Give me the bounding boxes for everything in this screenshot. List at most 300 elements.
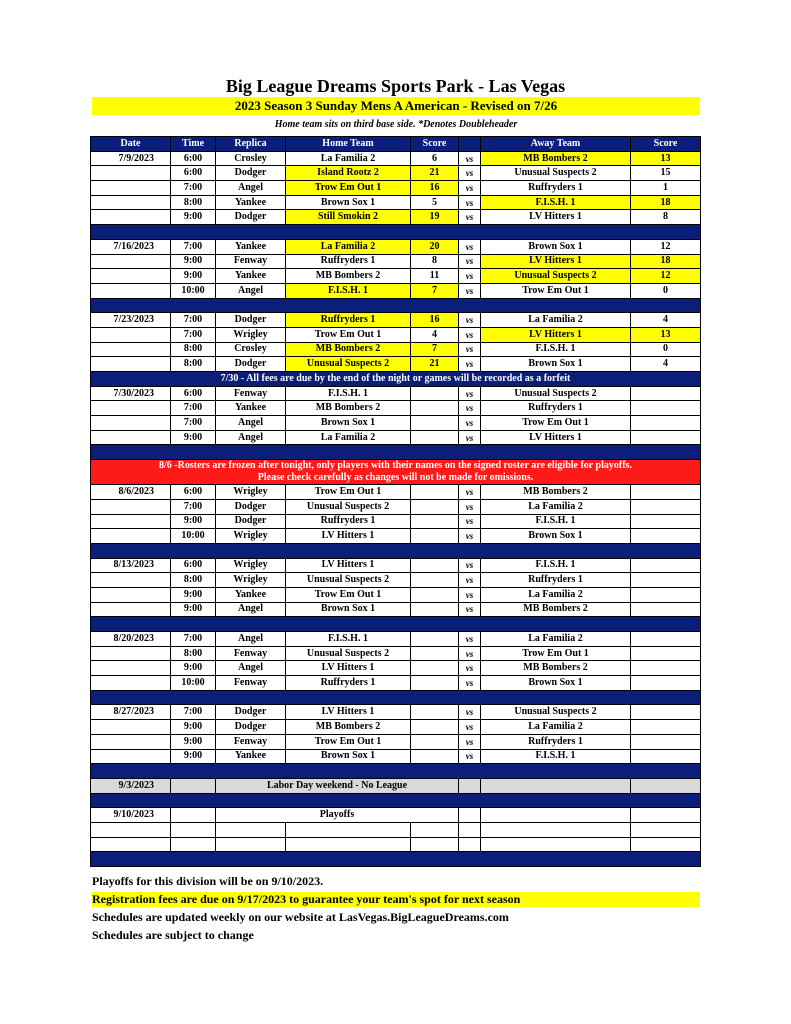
home-team: Brown Sox 1 (286, 195, 411, 210)
game-row (91, 720, 701, 735)
column-header-vs (459, 137, 481, 152)
week-separator-row (91, 543, 701, 558)
game-time: 7:00 (171, 499, 216, 514)
game-field: Angel (216, 181, 286, 196)
vs-label: vs (459, 283, 481, 298)
game-row (91, 587, 701, 602)
home-team: La Familia 2 (286, 430, 411, 445)
home-score: 21 (411, 357, 459, 372)
home-score: 11 (411, 269, 459, 284)
game-row (91, 269, 701, 284)
game-date (91, 166, 171, 181)
game-time: 10:00 (171, 676, 216, 691)
away-score (631, 558, 701, 573)
vs-label: vs (459, 416, 481, 431)
away-score: 18 (631, 195, 701, 210)
game-field: Wrigley (216, 529, 286, 544)
home-score: 4 (411, 327, 459, 342)
away-team: F.I.S.H. 1 (481, 342, 631, 357)
game-field: Yankee (216, 239, 286, 254)
schedule-body (91, 151, 701, 866)
vs-label: vs (459, 166, 481, 181)
away-team: LV Hitters 1 (481, 210, 631, 225)
game-field: Wrigley (216, 558, 286, 573)
game-field: Crosley (216, 342, 286, 357)
home-team: Still Smokin 2 (286, 210, 411, 225)
game-row (91, 676, 701, 691)
away-team: Brown Sox 1 (481, 529, 631, 544)
home-team: Ruffryders 1 (286, 313, 411, 328)
home-score (411, 514, 459, 529)
away-team: La Familia 2 (481, 632, 631, 647)
game-field: Angel (216, 283, 286, 298)
game-row (91, 514, 701, 529)
away-score (631, 734, 701, 749)
separator-cell (91, 445, 701, 460)
vs-label: vs (459, 646, 481, 661)
separator-cell (91, 852, 701, 867)
schedule-table (90, 136, 701, 867)
game-row (91, 239, 701, 254)
subject-to-change-note: Schedules are subject to change (92, 928, 254, 942)
game-row (91, 416, 701, 431)
game-date (91, 646, 171, 661)
home-team: Trow Em Out 1 (286, 485, 411, 500)
game-date: 8/20/2023 (91, 632, 171, 647)
empty-cell (481, 822, 631, 837)
home-score (411, 386, 459, 401)
vs-label: vs (459, 430, 481, 445)
away-score (631, 430, 701, 445)
away-score (631, 646, 701, 661)
away-team: Ruffryders 1 (481, 573, 631, 588)
away-score: 1 (631, 181, 701, 196)
home-team: Brown Sox 1 (286, 749, 411, 764)
home-score (411, 558, 459, 573)
vs-label: vs (459, 151, 481, 166)
home-team: La Familia 2 (286, 239, 411, 254)
empty-cell (171, 778, 216, 793)
home-team: Unusual Suspects 2 (286, 646, 411, 661)
column-header-home-score: Score (411, 137, 459, 152)
home-team: Unusual Suspects 2 (286, 573, 411, 588)
game-field: Yankee (216, 749, 286, 764)
game-row (91, 210, 701, 225)
game-field: Fenway (216, 676, 286, 691)
home-score (411, 573, 459, 588)
roster-notice (91, 460, 701, 485)
away-score (631, 573, 701, 588)
game-time: 7:00 (171, 327, 216, 342)
game-time: 7:00 (171, 416, 216, 431)
home-score (411, 749, 459, 764)
game-date (91, 269, 171, 284)
game-row (91, 151, 701, 166)
game-time: 6:00 (171, 485, 216, 500)
separator-cell (91, 225, 701, 240)
away-team: F.I.S.H. 1 (481, 749, 631, 764)
home-score (411, 632, 459, 647)
vs-label: vs (459, 485, 481, 500)
game-date (91, 342, 171, 357)
home-team: Ruffryders 1 (286, 254, 411, 269)
empty-cell (459, 778, 481, 793)
game-date: 7/9/2023 (91, 151, 171, 166)
game-field: Fenway (216, 386, 286, 401)
home-score (411, 430, 459, 445)
game-row (91, 529, 701, 544)
vs-label: vs (459, 734, 481, 749)
blank-row (91, 822, 701, 837)
vs-label: vs (459, 254, 481, 269)
game-field: Dodger (216, 357, 286, 372)
game-date (91, 357, 171, 372)
table-header-row (91, 137, 701, 152)
roster-notice-row (91, 460, 701, 485)
home-score: 19 (411, 210, 459, 225)
away-team: Ruffryders 1 (481, 181, 631, 196)
game-date (91, 587, 171, 602)
game-row (91, 705, 701, 720)
separator-cell (91, 793, 701, 808)
away-score (631, 416, 701, 431)
roster-notice-line1: 8/6 -Rosters are frozen after tonight, only players with their names on the signed roster are eligible for playoffs. (159, 460, 632, 472)
game-time: 9:00 (171, 749, 216, 764)
away-team: LV Hitters 1 (481, 254, 631, 269)
game-time: 9:00 (171, 734, 216, 749)
home-team: MB Bombers 2 (286, 720, 411, 735)
away-team: La Familia 2 (481, 587, 631, 602)
game-row (91, 485, 701, 500)
vs-label: vs (459, 499, 481, 514)
game-row (91, 181, 701, 196)
empty-cell (216, 837, 286, 852)
game-time: 6:00 (171, 386, 216, 401)
game-date (91, 195, 171, 210)
game-date: 7/23/2023 (91, 313, 171, 328)
home-team: LV Hitters 1 (286, 705, 411, 720)
empty-cell (631, 778, 701, 793)
week-separator-row (91, 764, 701, 779)
game-field: Dodger (216, 499, 286, 514)
away-team: Trow Em Out 1 (481, 283, 631, 298)
home-team: LV Hitters 1 (286, 661, 411, 676)
game-row (91, 327, 701, 342)
game-time: 7:00 (171, 401, 216, 416)
game-row (91, 573, 701, 588)
game-date (91, 661, 171, 676)
playoffs-note: Playoffs for this division will be on 9/10/2023. (92, 874, 324, 888)
home-team: F.I.S.H. 1 (286, 283, 411, 298)
away-team: MB Bombers 2 (481, 151, 631, 166)
game-time: 7:00 (171, 181, 216, 196)
away-score (631, 386, 701, 401)
game-row (91, 632, 701, 647)
game-field: Angel (216, 632, 286, 647)
home-score (411, 416, 459, 431)
home-team: Island Rootz 2 (286, 166, 411, 181)
vs-label: vs (459, 720, 481, 735)
game-time: 8:00 (171, 646, 216, 661)
vs-label: vs (459, 386, 481, 401)
separator-cell (91, 543, 701, 558)
week-separator-row (91, 690, 701, 705)
vs-label: vs (459, 705, 481, 720)
home-score (411, 587, 459, 602)
empty-cell (459, 808, 481, 823)
registration-note: Registration fees are due on 9/17/2023 to guarantee your team's spot for next season (92, 892, 700, 907)
away-score (631, 632, 701, 647)
home-score (411, 661, 459, 676)
vs-label: vs (459, 529, 481, 544)
away-score: 0 (631, 342, 701, 357)
vs-label: vs (459, 269, 481, 284)
home-team: MB Bombers 2 (286, 342, 411, 357)
away-team: Ruffryders 1 (481, 401, 631, 416)
home-team: F.I.S.H. 1 (286, 632, 411, 647)
separator-cell (91, 617, 701, 632)
game-field: Yankee (216, 587, 286, 602)
home-team: Brown Sox 1 (286, 602, 411, 617)
away-team: Unusual Suspects 2 (481, 269, 631, 284)
away-team: Brown Sox 1 (481, 357, 631, 372)
column-header-replica: Replica (216, 137, 286, 152)
away-team: Brown Sox 1 (481, 239, 631, 254)
away-team: F.I.S.H. 1 (481, 558, 631, 573)
game-time: 10:00 (171, 529, 216, 544)
game-time: 8:00 (171, 357, 216, 372)
home-score (411, 499, 459, 514)
vs-label: vs (459, 749, 481, 764)
vs-label: vs (459, 514, 481, 529)
game-time: 8:00 (171, 195, 216, 210)
game-field: Wrigley (216, 573, 286, 588)
game-time: 10:00 (171, 283, 216, 298)
empty-cell (286, 837, 411, 852)
vs-label: vs (459, 661, 481, 676)
away-team: La Familia 2 (481, 499, 631, 514)
home-score: 21 (411, 166, 459, 181)
away-team: F.I.S.H. 1 (481, 514, 631, 529)
empty-cell (171, 837, 216, 852)
game-field: Dodger (216, 720, 286, 735)
week-separator-row (91, 298, 701, 313)
away-score (631, 676, 701, 691)
game-time: 6:00 (171, 558, 216, 573)
game-date: 8/13/2023 (91, 558, 171, 573)
home-score (411, 602, 459, 617)
game-date (91, 529, 171, 544)
game-field: Dodger (216, 514, 286, 529)
labor-day-notice: Labor Day weekend - No League (216, 778, 459, 793)
away-score: 13 (631, 327, 701, 342)
game-time: 8:00 (171, 342, 216, 357)
vs-label: vs (459, 573, 481, 588)
game-time: 7:00 (171, 239, 216, 254)
game-row (91, 499, 701, 514)
game-field: Yankee (216, 269, 286, 284)
page-title: Big League Dreams Sports Park - Las Vegas (225, 76, 566, 96)
game-date: 7/30/2023 (91, 386, 171, 401)
home-team: MB Bombers 2 (286, 401, 411, 416)
game-time: 9:00 (171, 254, 216, 269)
home-score: 5 (411, 195, 459, 210)
game-date: 8/6/2023 (91, 485, 171, 500)
game-date (91, 254, 171, 269)
away-score: 18 (631, 254, 701, 269)
game-field: Fenway (216, 254, 286, 269)
blank-row (91, 837, 701, 852)
game-date: 7/16/2023 (91, 239, 171, 254)
home-team: F.I.S.H. 1 (286, 386, 411, 401)
away-score (631, 749, 701, 764)
separator-cell (91, 690, 701, 705)
game-row (91, 357, 701, 372)
vs-label: vs (459, 342, 481, 357)
game-field: Dodger (216, 705, 286, 720)
home-team: Brown Sox 1 (286, 416, 411, 431)
week-separator-row (91, 225, 701, 240)
away-score (631, 529, 701, 544)
fee-notice-row (91, 372, 701, 387)
empty-cell (411, 822, 459, 837)
game-row (91, 661, 701, 676)
week-separator-row (91, 793, 701, 808)
game-row (91, 283, 701, 298)
away-score: 12 (631, 269, 701, 284)
empty-cell (631, 808, 701, 823)
vs-label: vs (459, 313, 481, 328)
home-score: 20 (411, 239, 459, 254)
game-time: 9:00 (171, 720, 216, 735)
away-team: Unusual Suspects 2 (481, 386, 631, 401)
game-field: Dodger (216, 210, 286, 225)
game-date (91, 401, 171, 416)
game-time: 7:00 (171, 705, 216, 720)
home-score (411, 485, 459, 500)
playoffs-date: 9/10/2023 (91, 808, 171, 823)
game-row (91, 430, 701, 445)
empty-cell (411, 837, 459, 852)
away-team: F.I.S.H. 1 (481, 195, 631, 210)
game-time: 8:00 (171, 573, 216, 588)
away-score: 0 (631, 283, 701, 298)
vs-label: vs (459, 676, 481, 691)
away-score: 4 (631, 313, 701, 328)
empty-cell (286, 822, 411, 837)
empty-cell (171, 822, 216, 837)
game-date: 8/27/2023 (91, 705, 171, 720)
game-time: 9:00 (171, 587, 216, 602)
away-team: Trow Em Out 1 (481, 416, 631, 431)
playoffs-label: Playoffs (216, 808, 459, 823)
home-team: Ruffryders 1 (286, 676, 411, 691)
column-header-away-team: Away Team (481, 137, 631, 152)
home-team: Unusual Suspects 2 (286, 357, 411, 372)
roster-notice-line2: Please check carefully as changes will not be made for omissions. (257, 472, 534, 484)
week-separator-row (91, 617, 701, 632)
game-row (91, 602, 701, 617)
vs-label: vs (459, 632, 481, 647)
game-time: 9:00 (171, 210, 216, 225)
empty-cell (459, 822, 481, 837)
home-score: 7 (411, 342, 459, 357)
away-team: LV Hitters 1 (481, 327, 631, 342)
home-score (411, 529, 459, 544)
game-row (91, 646, 701, 661)
vs-label: vs (459, 210, 481, 225)
game-field: Angel (216, 602, 286, 617)
game-date (91, 514, 171, 529)
game-date (91, 416, 171, 431)
game-field: Wrigley (216, 485, 286, 500)
away-score (631, 485, 701, 500)
home-team: MB Bombers 2 (286, 269, 411, 284)
game-time: 9:00 (171, 661, 216, 676)
home-score: 8 (411, 254, 459, 269)
home-score (411, 705, 459, 720)
empty-cell (459, 837, 481, 852)
game-row (91, 401, 701, 416)
week-separator-row (91, 852, 701, 867)
away-team: La Familia 2 (481, 313, 631, 328)
empty-cell (481, 808, 631, 823)
season-subtitle: 2023 Season 3 Sunday Mens A American - Revised on 7/26 (92, 97, 700, 115)
vs-label: vs (459, 401, 481, 416)
game-field: Angel (216, 661, 286, 676)
game-field: Wrigley (216, 327, 286, 342)
game-row (91, 195, 701, 210)
home-score (411, 676, 459, 691)
game-field: Dodger (216, 313, 286, 328)
game-field: Fenway (216, 734, 286, 749)
away-score: 8 (631, 210, 701, 225)
empty-cell (91, 837, 171, 852)
game-field: Angel (216, 416, 286, 431)
home-team: Trow Em Out 1 (286, 734, 411, 749)
away-team: Unusual Suspects 2 (481, 705, 631, 720)
vs-label: vs (459, 357, 481, 372)
game-row (91, 386, 701, 401)
away-team: Brown Sox 1 (481, 676, 631, 691)
game-time: 9:00 (171, 602, 216, 617)
away-team: LV Hitters 1 (481, 430, 631, 445)
away-team: MB Bombers 2 (481, 602, 631, 617)
away-team: MB Bombers 2 (481, 661, 631, 676)
away-team: MB Bombers 2 (481, 485, 631, 500)
home-team: LV Hitters 1 (286, 558, 411, 573)
away-score: 13 (631, 151, 701, 166)
game-time: 7:00 (171, 313, 216, 328)
fee-notice: 7/30 - All fees are due by the end of the night or games will be recorded as a forfeit (91, 372, 701, 387)
game-row (91, 749, 701, 764)
game-row (91, 734, 701, 749)
home-team: LV Hitters 1 (286, 529, 411, 544)
away-score: 15 (631, 166, 701, 181)
vs-label: vs (459, 558, 481, 573)
empty-cell (631, 822, 701, 837)
column-header-date: Date (91, 137, 171, 152)
game-date (91, 499, 171, 514)
game-date (91, 181, 171, 196)
away-score (631, 705, 701, 720)
game-time: 9:00 (171, 514, 216, 529)
home-team: La Familia 2 (286, 151, 411, 166)
game-field: Yankee (216, 401, 286, 416)
game-date (91, 573, 171, 588)
game-date (91, 676, 171, 691)
game-time: 7:00 (171, 632, 216, 647)
